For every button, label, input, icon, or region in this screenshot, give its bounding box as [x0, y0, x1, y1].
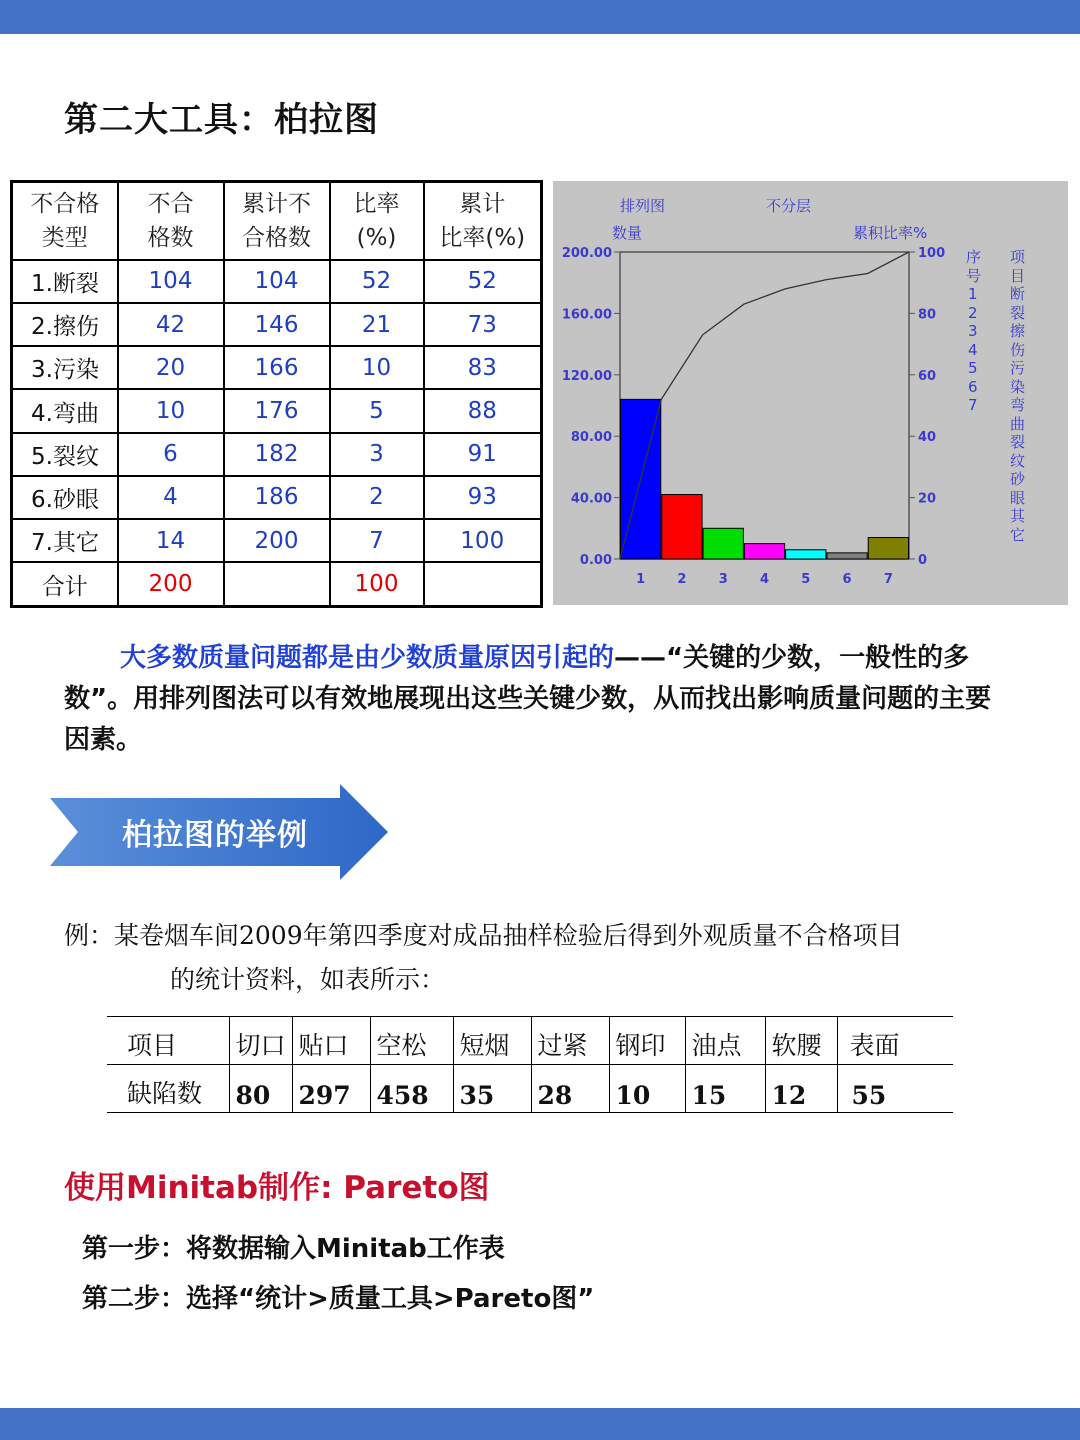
example-text [64, 914, 903, 1002]
row-count: 42 [118, 303, 224, 346]
step-2: 第二步：选择“统计>质量工具>Pareto图” [82, 1284, 595, 1314]
x-tick-label: 1 [636, 572, 646, 587]
row-cum-rate: 73 [424, 303, 542, 346]
row-cum-rate: 93 [424, 476, 542, 519]
row-cum: 146 [224, 303, 330, 346]
pareto-chart-panel [553, 181, 1068, 605]
minitab-section-title: 使用Minitab制作: Pareto图 [64, 1170, 490, 1206]
defect-value-row [107, 1065, 953, 1113]
row-cum-rate: 52 [424, 260, 542, 303]
y2-tick-label: 0 [918, 553, 928, 568]
row-rate: 10 [330, 346, 424, 389]
row-rate: 52 [330, 260, 424, 303]
defect-stat-table [10, 180, 543, 608]
pareto-bar [744, 544, 784, 559]
row-name: 3.污染 [12, 346, 118, 389]
legend-item-header: 项目 [1010, 248, 1026, 285]
row-cum-rate: 88 [424, 389, 542, 432]
defect-value-cell: 缺陷数 [107, 1065, 229, 1113]
legend-item-column [1010, 248, 1025, 544]
legend-number: 7 [968, 396, 978, 414]
pareto-bar [786, 550, 826, 559]
row-cum-rate: 91 [424, 433, 542, 476]
table-row [12, 519, 542, 562]
row-name: 7.其它 [12, 519, 118, 562]
legend-item: 擦伤 [1010, 322, 1026, 359]
defect-header-cell: 软腰 [765, 1017, 837, 1065]
defect-header-cell: 切口 [229, 1017, 292, 1065]
chart-title: 排列图 [620, 197, 666, 215]
header-type: 不合格 类型 [12, 182, 118, 260]
defect-value-cell: 12 [765, 1065, 837, 1113]
y-tick-label: 120.00 [561, 368, 612, 384]
table-row [12, 433, 542, 476]
defect-value-cell: 458 [370, 1065, 453, 1113]
row-name: 2.擦伤 [12, 303, 118, 346]
step-1: 第一步：将数据输入Minitab工作表 [82, 1234, 505, 1264]
row-cum-rate: 100 [424, 519, 542, 562]
defect-value-cell: 80 [229, 1065, 292, 1113]
top-bar [0, 0, 1080, 34]
example-line-2: 的统计资料，如表所示： [170, 965, 446, 994]
table-row [12, 346, 542, 389]
legend-item: 砂眼 [1010, 470, 1026, 507]
row-count: 20 [118, 346, 224, 389]
y-tick-label: 80.00 [570, 430, 612, 446]
pareto-bar [662, 495, 702, 559]
total-cum-empty [224, 562, 330, 606]
y-tick-label: 0.00 [579, 553, 612, 568]
x-tick-label: 5 [801, 572, 811, 587]
header-rate: 比率 (%) [330, 182, 424, 260]
x-tick-label: 7 [883, 572, 893, 587]
row-count: 14 [118, 519, 224, 562]
table-total-row [12, 562, 542, 606]
defect-header-cell: 油点 [685, 1017, 765, 1065]
row-count: 104 [118, 260, 224, 303]
defect-value-cell: 55 [837, 1065, 953, 1113]
defect-value-cell: 10 [609, 1065, 685, 1113]
pareto-bar [827, 553, 867, 559]
chart-y2label: 累积比率% [853, 224, 928, 242]
defect-header-cell: 短烟 [453, 1017, 531, 1065]
row-rate: 5 [330, 389, 424, 432]
defect-value-cell: 35 [453, 1065, 531, 1113]
y2-tick-label: 80 [918, 307, 937, 323]
defect-header-cell: 钢印 [609, 1017, 685, 1065]
y-tick-label: 40.00 [570, 491, 612, 507]
row-name: 4.弯曲 [12, 389, 118, 432]
defect-count-table [107, 1016, 953, 1113]
legend-number: 3 [968, 322, 978, 340]
row-name: 5.裂纹 [12, 433, 118, 476]
row-cum: 182 [224, 433, 330, 476]
defect-header-cell: 空松 [370, 1017, 453, 1065]
row-cum: 166 [224, 346, 330, 389]
x-tick-label: 3 [718, 572, 728, 587]
defect-value-cell: 15 [685, 1065, 765, 1113]
y2-tick-label: 60 [918, 368, 937, 384]
pareto-bar [703, 528, 743, 559]
row-cum: 200 [224, 519, 330, 562]
row-rate: 2 [330, 476, 424, 519]
pareto-bar [868, 538, 908, 559]
chart-subtitle: 不分层 [766, 197, 812, 215]
pareto-chart [553, 181, 1068, 605]
legend-number-header: 序号 [966, 248, 982, 285]
row-cum: 186 [224, 476, 330, 519]
chart-ylabel: 数量 [612, 224, 643, 242]
table-header-row [12, 182, 542, 260]
legend-item: 弯曲 [1010, 396, 1026, 433]
page-title: 第二大工具：柏拉图 [64, 100, 379, 140]
paragraph-rest: ——“关键的少数，一般性的多数”。用排列图法可以有效地展现出这些关键少数，从而找出影响质量问题的主要因素。 [64, 643, 992, 755]
y-tick-label: 160.00 [561, 307, 612, 323]
defect-header-cell: 表面 [837, 1017, 953, 1065]
row-name: 1.断裂 [12, 260, 118, 303]
legend-item: 断裂 [1010, 285, 1026, 322]
defect-value-cell: 297 [292, 1065, 370, 1113]
total-rate: 100 [330, 562, 424, 606]
table-row [12, 303, 542, 346]
x-tick-label: 2 [677, 572, 687, 587]
row-count: 4 [118, 476, 224, 519]
y2-tick-label: 20 [918, 491, 937, 507]
x-tick-label: 4 [759, 572, 770, 587]
header-cum-rate: 累计 比率(%) [424, 182, 542, 260]
total-cum-rate-empty [424, 562, 542, 606]
banner-label: 柏拉图的举例 [122, 818, 308, 853]
legend-number: 4 [968, 340, 978, 359]
intro-paragraph [64, 638, 1008, 761]
header-cum: 累计不 合格数 [224, 182, 330, 260]
row-name: 6.砂眼 [12, 476, 118, 519]
paragraph-highlight: 大多数质量问题都是由少数质量原因引起的 [120, 643, 615, 673]
table-row [12, 476, 542, 519]
legend-number: 1 [968, 285, 978, 303]
bottom-bar [0, 1408, 1080, 1440]
legend-item: 裂纹 [1010, 433, 1026, 470]
y2-tick-label: 40 [918, 430, 937, 446]
legend-number: 2 [968, 303, 978, 322]
defect-header-cell: 贴口 [292, 1017, 370, 1065]
defect-header-cell: 过紧 [531, 1017, 609, 1065]
table-row [12, 260, 542, 303]
table-row [12, 389, 542, 432]
row-rate: 7 [330, 519, 424, 562]
total-count: 200 [118, 562, 224, 606]
row-cum: 176 [224, 389, 330, 432]
row-cum-rate: 83 [424, 346, 542, 389]
total-label: 合计 [12, 562, 118, 606]
legend-item: 污染 [1010, 359, 1026, 396]
y2-tick-label: 100 [918, 246, 946, 261]
row-count: 10 [118, 389, 224, 432]
row-count: 6 [118, 433, 224, 476]
legend-number: 5 [968, 359, 978, 377]
defect-value-cell: 28 [531, 1065, 609, 1113]
legend-number-column [966, 248, 981, 415]
legend-item: 其它 [1010, 507, 1026, 544]
legend-number: 6 [968, 377, 978, 396]
row-rate: 21 [330, 303, 424, 346]
y-tick-label: 200.00 [561, 246, 612, 261]
row-cum: 104 [224, 260, 330, 303]
x-tick-label: 6 [842, 572, 852, 587]
header-count: 不合 格数 [118, 182, 224, 260]
row-rate: 3 [330, 433, 424, 476]
defect-header-row [107, 1017, 953, 1065]
defect-header-cell: 项目 [107, 1017, 229, 1065]
example-line-1: 例：某卷烟车间2009年第四季度对成品抽样检验后得到外观质量不合格项目 [64, 921, 903, 950]
